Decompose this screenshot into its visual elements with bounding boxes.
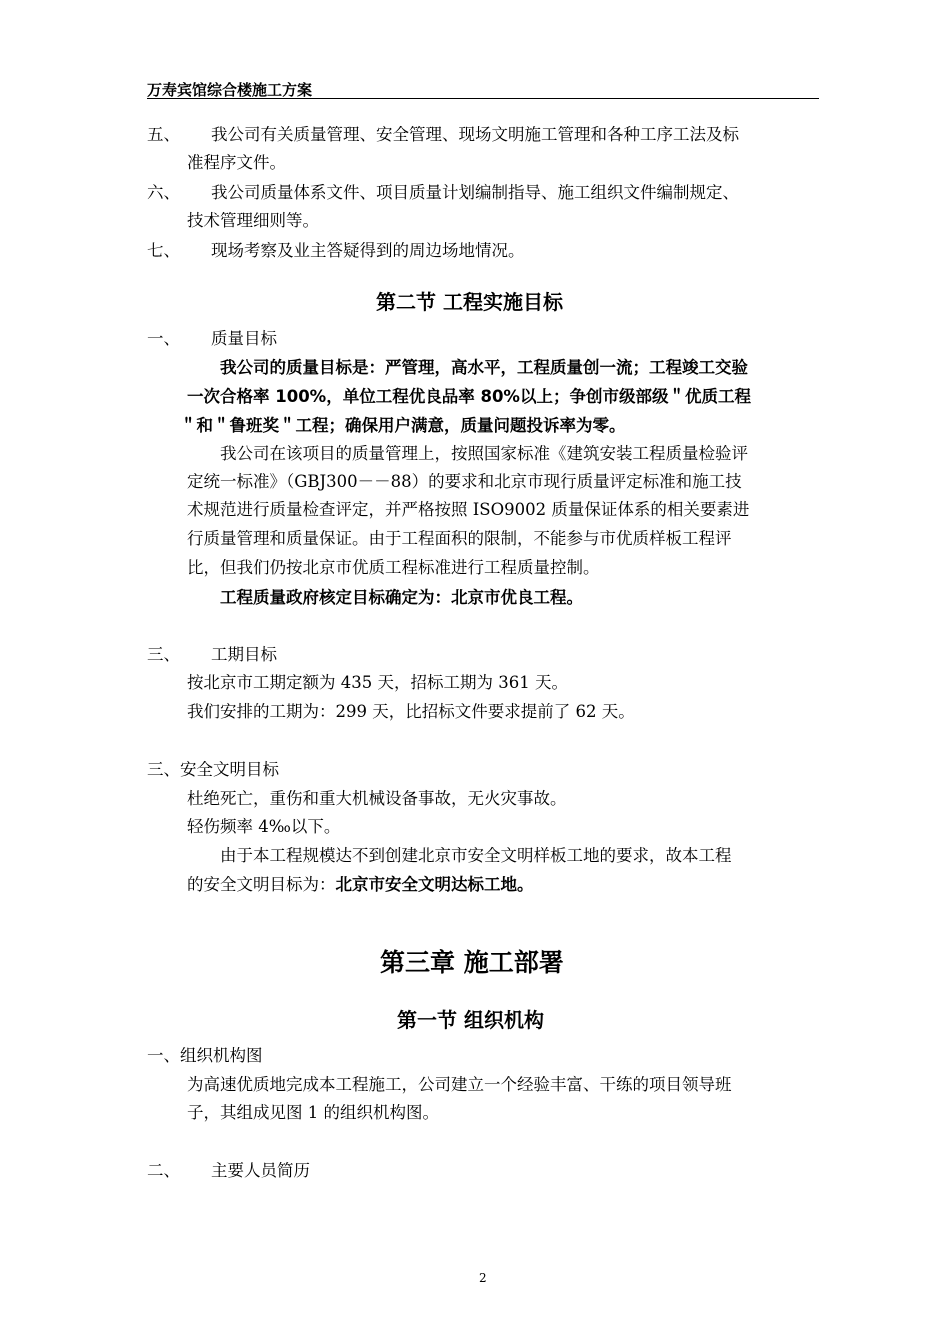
header-rule [147, 98, 819, 99]
government-quality-goal: 工程质量政府核定目标确定为：北京市优良工程。 [220, 588, 583, 607]
staff-title: 主要人员简历 [211, 1161, 310, 1180]
schedule-title: 工期目标 [211, 645, 277, 664]
staff-number: 二、 [147, 1161, 180, 1180]
safety-heading: 三、安全文明目标 [147, 760, 279, 779]
quality-paragraph-line: 定统一标准》（GBJ300－－88）的要求和北京市现行质量评定标准和施工技 [187, 472, 742, 491]
section-title: 第二节 工程实施目标 [376, 290, 563, 314]
item-text: 准程序文件。 [187, 153, 286, 172]
quality-paragraph-line: 术规范进行质量检查评定，并严格按照 ISO9002 质量保证体系的相关要素进 [187, 500, 750, 519]
item-text: 我公司质量体系文件、项目质量计划编制指导、施工组织文件编制规定、 [211, 183, 739, 202]
safety-line: 杜绝死亡，重伤和重大机械设备事故，无火灾事故。 [187, 789, 567, 808]
safety-paragraph-line: 由于本工程规模达不到创建北京市安全文明样板工地的要求，故本工程 [220, 846, 732, 865]
item-text: 现场考察及业主答疑得到的周边场地情况。 [211, 241, 525, 260]
page-number: 2 [479, 1271, 487, 1285]
item-number: 五、 [147, 125, 180, 144]
quality-paragraph-line: 比，但我们仍按北京市优质工程标准进行工程质量控制。 [187, 558, 600, 577]
quality-goal-line: 一次合格率 100%，单位工程优良品率 80%以上；争创市级部级＂优质工程 [187, 387, 751, 406]
org-line: 子，其组成见图 1 的组织机构图。 [187, 1103, 439, 1122]
org-line: 为高速优质地完成本工程施工，公司建立一个经验丰富、干练的项目领导班 [187, 1075, 732, 1094]
safety-goal-prefix: 的安全文明目标为： [187, 875, 336, 894]
item-number: 七、 [147, 241, 180, 260]
quality-paragraph-line: 行质量管理和质量保证。由于工程面积的限制，不能参与市优质样板工程评 [187, 529, 732, 548]
schedule-number: 三、 [147, 645, 180, 664]
quality-goal-line: ＂和＂鲁班奖＂工程；确保用户满意，质量问题投诉率为零。 [180, 416, 626, 435]
item-text: 技术管理细则等。 [187, 211, 319, 230]
quality-paragraph-line: 我公司在该项目的质量管理上，按照国家标准《建筑安装工程质量检验评 [220, 444, 748, 463]
quality-goal-line: 我公司的质量目标是：严管理，高水平，工程质量创一流；工程竣工交验 [220, 358, 748, 377]
org-heading: 一、组织机构图 [147, 1046, 263, 1065]
header-title: 万寿宾馆综合楼施工方案 [147, 81, 313, 99]
quality-number: 一、 [147, 329, 180, 348]
item-text: 我公司有关质量管理、安全管理、现场文明施工管理和各种工序工法及标 [211, 125, 739, 144]
item-number: 六、 [147, 183, 180, 202]
section-title: 第一节 组织机构 [397, 1008, 544, 1032]
chapter-title: 第三章 施工部署 [380, 948, 564, 977]
schedule-line: 按北京市工期定额为 435 天，招标工期为 361 天。 [187, 673, 568, 692]
safety-paragraph-line [187, 874, 534, 896]
quality-title: 质量目标 [211, 329, 277, 348]
schedule-line: 我们安排的工期为：299 天，比招标文件要求提前了 62 天。 [187, 702, 635, 721]
safety-line: 轻伤频率 4‰以下。 [187, 817, 341, 836]
safety-goal-value: 北京市安全文明达标工地。 [335, 875, 534, 894]
